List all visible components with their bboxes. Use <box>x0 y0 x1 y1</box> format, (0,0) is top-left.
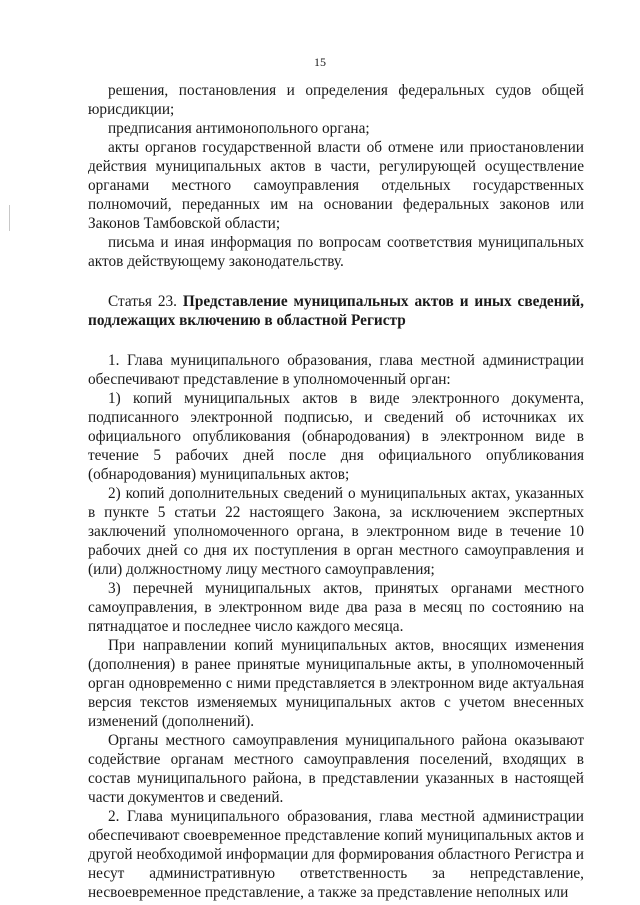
paragraph-subitem-2: 2) копий дополнительных сведений о муниципальных актах, указанных в пункте 5 статьи 22 настоящего Закона, за исключением экспертных заключений уполномоченного органа, в электронном виде в течение 10 рабочих дней со дня их поступления в орган местного самоуправления и (или) должностному лицу местного самоуправления; <box>88 485 584 578</box>
paragraph-court-decisions: решения, постановления и определения федеральных судов общей юрисдикции; <box>88 82 584 118</box>
article-title: Представление муниципальных актов и иных сведений, подлежащих включению в областной Регистр <box>88 293 584 329</box>
article-prefix: Статья 23. <box>108 293 183 310</box>
paragraph-amendments: При направлении копий муниципальных актов, вносящих изменения (дополнения) в ранее принятые муниципальные акты, в уполномоченный орган одновременно с ними представляется в электронном виде актуальная версия текстов изменяемых муниципальных актов с учетом внесенных изменений (дополнений). <box>88 637 584 730</box>
paragraph-antimonopoly: предписания антимонопольного органа; <box>108 120 370 137</box>
margin-mark <box>9 205 10 231</box>
paragraph-subitem-1: 1) копий муниципальных актов в виде электронного документа, подписанного электронной подписью, и сведений об источниках их официального опубликования (обнародования) в электронном виде в течение 5 рабочих дней после дня официального опубликования (обнародования) муниципальных актов; <box>88 390 584 483</box>
paragraph-state-acts: акты органов государственной власти об отмене или приостановлении действия муниципальных актов в части, регулирующей осуществление органами местного самоуправления отдельных государственных полномочий, переданных им на основании федеральных законов или Законов Тамбовской области; <box>88 139 584 232</box>
paragraph-subitem-3: 3) перечней муниципальных актов, принятых органами местного самоуправления, в электронном виде два раза в месяц по состоянию на пятнадцатое и последнее число каждого месяца. <box>88 580 584 635</box>
page-number: 15 <box>314 55 326 69</box>
paragraph-item-1: 1. Глава муниципального образования, глава местной администрации обеспечивают представление в уполномоченный орган: <box>88 352 584 388</box>
paragraph-item-2: 2. Глава муниципального образования, глава местной администрации обеспечивают своевременное представление копий муниципальных актов и другой необходимой информации для формирования областного Регистра и несут административную ответственность за непредставление, несвоевременное представление, а также за представление неполных или <box>88 808 584 901</box>
paragraph-district-assistance: Органы местного самоуправления муниципального района оказывают содействие органам местного самоуправления поселений, входящих в состав муниципального района, в представлении указанных в настоящей части документов и сведений. <box>88 732 584 806</box>
article-heading <box>88 292 584 330</box>
document-body <box>88 81 584 902</box>
paragraph-letters: письма и иная информация по вопросам соответствия муниципальных актов действующему законодательству. <box>88 234 584 270</box>
